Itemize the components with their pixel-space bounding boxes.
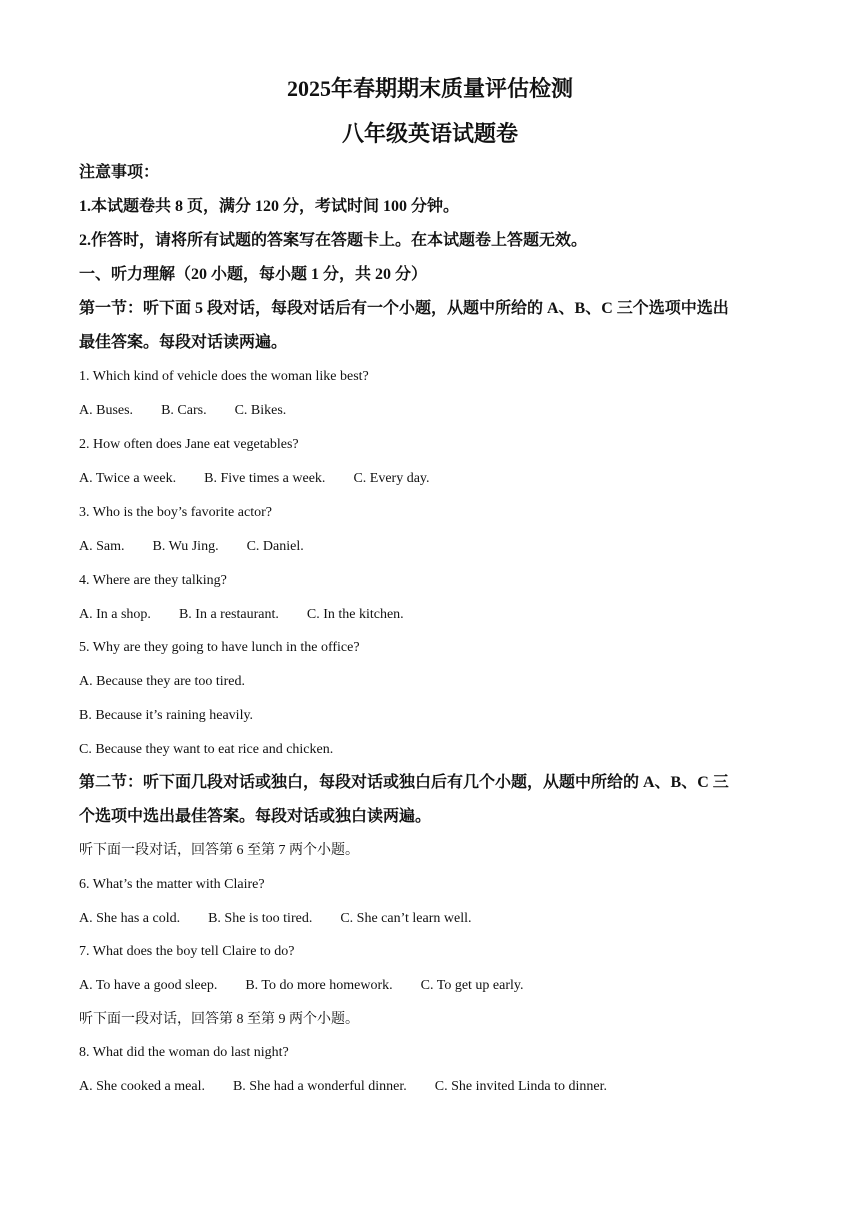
option-c: C. To get up early.: [420, 978, 524, 993]
part-2-instruction-line-1: 第二节：听下面几段对话或独白，每段对话或独白后有几个小题，从题中所给的 A、B、C 三: [79, 774, 729, 791]
option-c: C. Bikes.: [234, 403, 287, 418]
section-1-heading: 一、听力理解（20 小题，每小题 1 分，共 20 分）: [79, 266, 428, 283]
question-4-options: [79, 605, 404, 625]
exam-subtitle: 八年级英语试题卷: [341, 121, 518, 146]
option-b: B. Five times a week.: [204, 471, 326, 486]
option-a: A. To have a good sleep.: [79, 978, 218, 993]
option-c: C. Daniel.: [246, 539, 304, 554]
option-a: A. Buses.: [79, 403, 134, 418]
option-a: A. She has a cold.: [79, 911, 181, 926]
question-7: 7. What does the boy tell Claire to do?: [79, 944, 295, 959]
part-1-instruction-line-2: 最佳答案。每段对话读两遍。: [79, 334, 288, 351]
question-2-options: [79, 469, 430, 489]
question-5-option-c: C. Because they want to eat rice and chicken.: [79, 742, 334, 757]
dialogue-intro-6-7: 听下面一段对话，回答第 6 至第 7 两个小题。: [79, 843, 359, 858]
option-a: A. Twice a week.: [79, 471, 177, 486]
question-8: 8. What did the woman do last night?: [79, 1045, 289, 1060]
question-3-options: [79, 537, 304, 557]
part-1-instruction-line-1: 第一节：听下面 5 段对话，每段对话后有一个小题，从题中所给的 A、B、C 三个选项中选出: [79, 300, 729, 317]
option-a: A. Sam.: [79, 539, 125, 554]
option-b: B. She is too tired.: [208, 911, 313, 926]
question-6: 6. What’s the matter with Claire?: [79, 877, 265, 892]
question-5-option-b: B. Because it’s raining heavily.: [79, 708, 254, 723]
option-b: B. Cars.: [161, 403, 207, 418]
question-8-options: [79, 1077, 607, 1097]
notes-heading: 注意事项：: [79, 164, 160, 181]
option-b: B. In a restaurant.: [178, 607, 279, 622]
option-a: A. In a shop.: [79, 607, 151, 622]
notes-item-1: 1.本试题卷共 8 页，满分 120 分，考试时间 100 分钟。: [79, 198, 460, 215]
notes-item-2: 2.作答时，请将所有试题的答案写在答题卡上。在本试题卷上答题无效。: [79, 232, 588, 249]
question-7-options: [79, 976, 524, 996]
option-a: A. She cooked a meal.: [79, 1079, 205, 1094]
question-4: 4. Where are they talking?: [79, 573, 227, 588]
question-2: 2. How often does Jane eat vegetables?: [79, 437, 299, 452]
exam-title: 2025年春期期末质量评估检测: [286, 76, 573, 101]
option-c: C. She invited Linda to dinner.: [434, 1079, 608, 1094]
option-b: B. She had a wonderful dinner.: [232, 1079, 407, 1094]
option-b: B. Wu Jing.: [152, 539, 219, 554]
question-3: 3. Who is the boy’s favorite actor?: [79, 505, 272, 520]
question-5: 5. Why are they going to have lunch in the office?: [79, 640, 360, 655]
option-c: C. In the kitchen.: [306, 607, 404, 622]
dialogue-intro-8-9: 听下面一段对话，回答第 8 至第 9 两个小题。: [79, 1012, 359, 1027]
option-c: C. She can’t learn well.: [340, 911, 472, 926]
question-6-options: [79, 909, 471, 929]
option-b: B. To do more homework.: [245, 978, 393, 993]
part-2-instruction-line-2: 个选项中选出最佳答案。每段对话或独白读两遍。: [79, 808, 432, 825]
option-c: C. Every day.: [353, 471, 430, 486]
question-5-option-a: A. Because they are too tired.: [79, 674, 245, 689]
question-1-options: [79, 401, 286, 421]
question-1: 1. Which kind of vehicle does the woman like best?: [79, 369, 369, 384]
